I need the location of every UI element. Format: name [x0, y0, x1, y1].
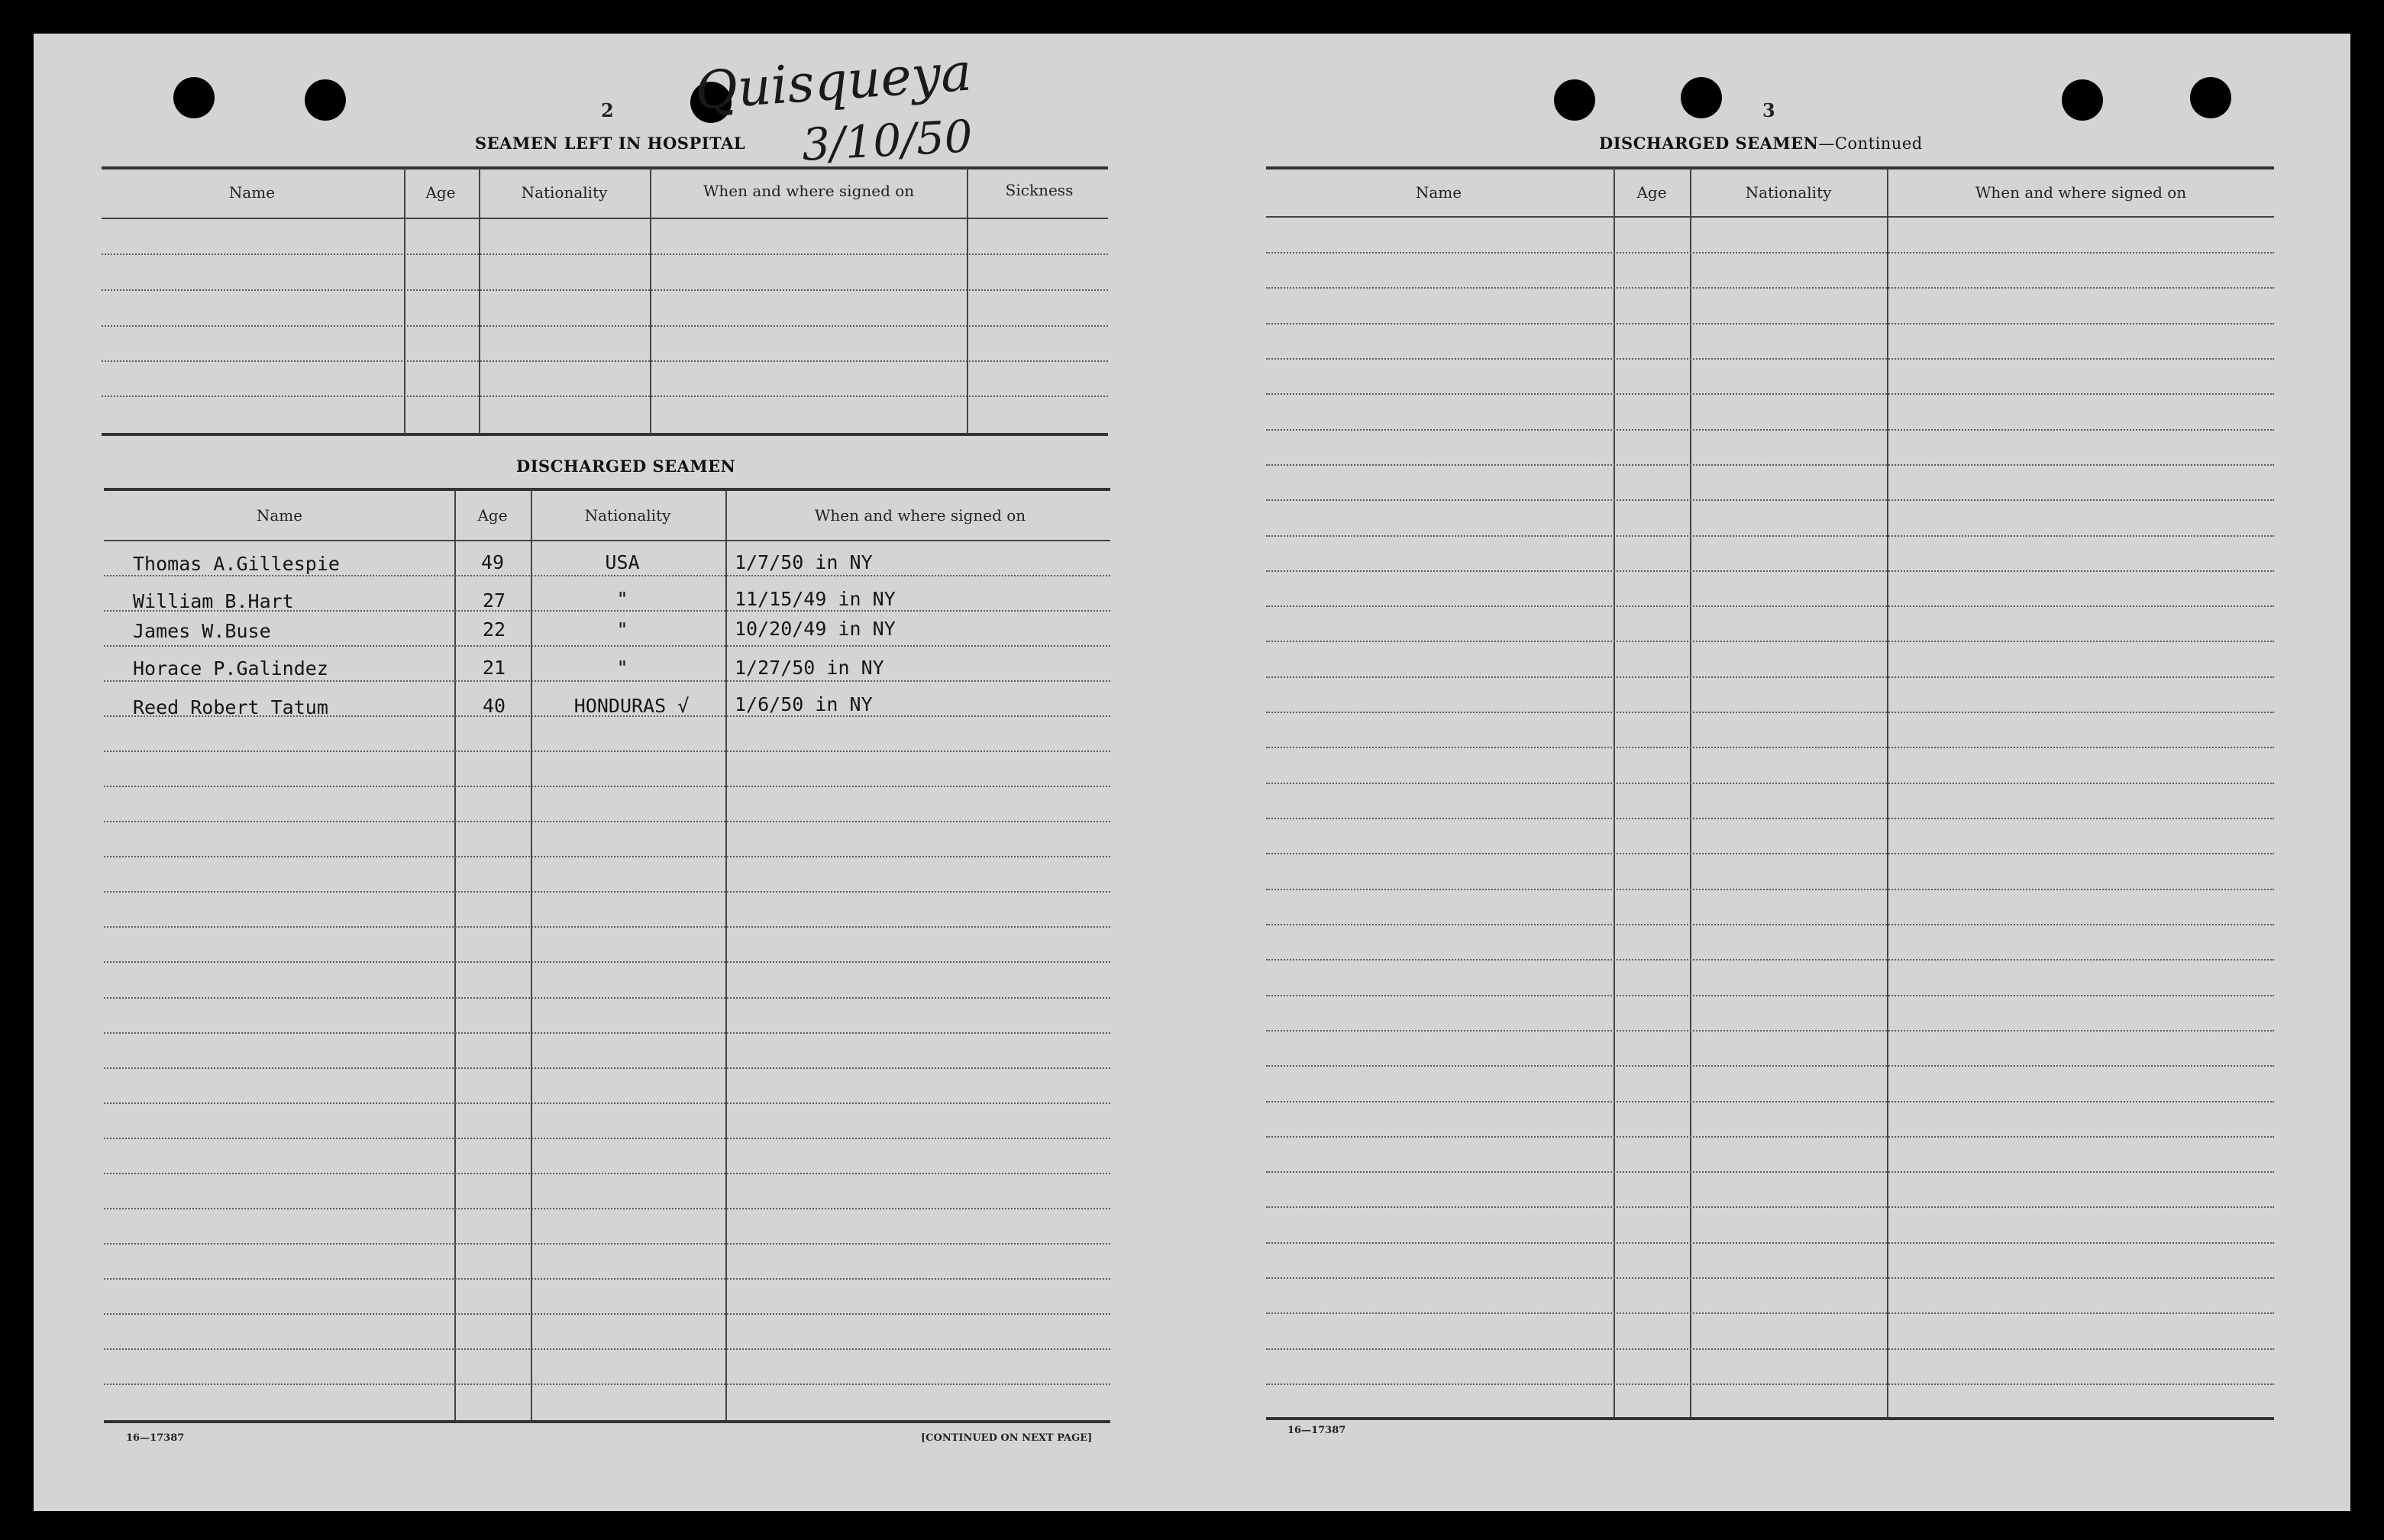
row-rule [104, 1348, 1110, 1350]
seaman-age: 21 [482, 657, 506, 679]
punch-hole-icon [1681, 77, 1722, 118]
row-rule [1266, 1030, 2274, 1032]
row-rule [1266, 252, 2274, 253]
handwritten-date: 3/10/50 [800, 110, 974, 171]
row-rule [1266, 783, 2274, 784]
row-rule [104, 1173, 1110, 1174]
page-number: 3 [1762, 99, 1775, 121]
continued-note: [CONTINUED ON NEXT PAGE] [921, 1432, 1093, 1444]
row-rule [104, 856, 1110, 857]
seaman-nationality: " [616, 588, 628, 610]
row-rule [104, 645, 1110, 647]
row-rule [104, 575, 1110, 576]
row-rule [104, 680, 1110, 682]
seaman-age: 40 [482, 695, 506, 717]
seaman-name: James W.Buse [133, 620, 271, 642]
row-rule [1266, 747, 2274, 748]
column-header-sickness: Sickness [1005, 181, 1074, 199]
row-rule [104, 1067, 1110, 1069]
seaman-signed-on: 1/7/50 in NY [735, 551, 873, 573]
column-header-nationality: Nationality [584, 506, 671, 525]
rule [102, 166, 1108, 169]
row-rule [104, 1243, 1110, 1245]
rule [1266, 166, 2274, 169]
row-rule [1266, 1312, 2274, 1314]
continued-section-title [1599, 134, 1923, 153]
rule [104, 1420, 1110, 1423]
row-rule [1266, 1277, 2274, 1279]
column-header-name: Name [228, 183, 276, 202]
row-rule [104, 961, 1110, 963]
row-rule [1266, 393, 2274, 395]
seaman-nationality: USA [605, 551, 640, 573]
seaman-nationality: HONDURAS √ [573, 695, 690, 717]
row-rule [104, 1208, 1110, 1209]
row-rule [102, 395, 1108, 397]
seaman-signed-on: 1/27/50 in NY [735, 657, 884, 679]
column-divider [650, 168, 651, 434]
row-rule [1266, 358, 2274, 360]
seaman-name: Horace P.Galindez [133, 657, 328, 680]
row-rule [1266, 323, 2274, 324]
seaman-nationality: " [616, 657, 628, 679]
seaman-age: 27 [482, 589, 506, 612]
punch-hole-icon [2190, 77, 2231, 118]
column-divider [1887, 168, 1888, 1420]
column-header-age: Age [477, 506, 508, 525]
title-continued: —Continued [1818, 134, 1923, 153]
column-divider [967, 168, 968, 434]
column-divider [1690, 168, 1691, 1420]
row-rule [104, 610, 1110, 612]
row-rule [102, 289, 1108, 291]
seaman-age: 49 [480, 551, 505, 573]
column-header-name: Name [1415, 183, 1462, 202]
row-rule [104, 1103, 1110, 1104]
row-rule [104, 1138, 1110, 1139]
row-rule [104, 1313, 1110, 1315]
form-number: 16—17387 [1287, 1425, 1346, 1436]
row-rule [1266, 464, 2274, 466]
row-rule [104, 821, 1110, 822]
title-bold: DISCHARGED SEAMEN [1599, 134, 1819, 153]
column-header-name: Name [256, 506, 303, 525]
handwritten-ship-name: Quisqueya [693, 42, 974, 122]
row-rule [1266, 1383, 2274, 1385]
row-rule [1266, 1242, 2274, 1244]
seaman-name: Thomas A.Gillespie [133, 553, 340, 575]
column-header-signed-on: When and where signed on [1975, 183, 2187, 202]
column-header-nationality: Nationality [1745, 183, 1832, 202]
row-rule [1266, 499, 2274, 501]
row-rule [104, 1032, 1110, 1034]
row-rule [1266, 429, 2274, 431]
punch-hole-icon [173, 77, 215, 118]
row-rule [1266, 1136, 2274, 1138]
seaman-signed-on: 10/20/49 in NY [735, 618, 896, 640]
row-rule [1266, 676, 2274, 678]
column-divider [531, 489, 532, 1422]
seaman-nationality: " [616, 618, 628, 641]
row-rule [104, 751, 1110, 752]
column-header-signed-on: When and where signed on [814, 506, 1026, 525]
row-rule [1266, 570, 2274, 572]
row-rule [1266, 1171, 2274, 1173]
row-rule [104, 891, 1110, 893]
column-divider [404, 168, 405, 434]
column-header-nationality: Nationality [521, 183, 608, 202]
form-number: 16—17387 [126, 1432, 185, 1444]
seaman-signed-on: 11/15/49 in NY [735, 588, 896, 610]
row-rule [1266, 605, 2274, 607]
row-rule [104, 715, 1110, 717]
seaman-signed-on: 1/6/50 in NY [735, 693, 873, 715]
column-divider [479, 168, 480, 434]
rule [104, 540, 1110, 541]
ledger-sheet [34, 34, 2350, 1511]
row-rule [104, 786, 1110, 787]
row-rule [104, 1278, 1110, 1280]
row-rule [104, 1383, 1110, 1385]
column-divider [454, 489, 456, 1422]
hospital-section-title: SEAMEN LEFT IN HOSPITAL [475, 134, 746, 153]
row-rule [102, 253, 1108, 255]
seaman-age: 22 [482, 618, 506, 641]
row-rule [1266, 1348, 2274, 1350]
column-divider [1614, 168, 1615, 1420]
rule [1266, 216, 2274, 218]
page-number: 2 [601, 99, 614, 121]
punch-hole-icon [2062, 79, 2103, 121]
rule [1266, 1417, 2274, 1420]
row-rule [1266, 535, 2274, 537]
row-rule [1266, 995, 2274, 996]
row-rule [1266, 641, 2274, 642]
discharged-section-title: DISCHARGED SEAMEN [516, 457, 736, 476]
row-rule [1266, 712, 2274, 713]
rule [102, 218, 1108, 219]
row-rule [1266, 853, 2274, 854]
seaman-name: Reed Robert Tatum [133, 696, 328, 718]
row-rule [1266, 959, 2274, 960]
column-header-age: Age [425, 183, 456, 202]
row-rule [1266, 1101, 2274, 1103]
column-divider [725, 489, 727, 1422]
row-rule [1266, 924, 2274, 925]
row-rule [104, 997, 1110, 999]
row-rule [102, 360, 1108, 362]
row-rule [1266, 1206, 2274, 1208]
column-header-age: Age [1636, 183, 1667, 202]
row-rule [102, 325, 1108, 327]
rule [104, 488, 1110, 491]
column-header-signed-on: When and where signed on [703, 182, 915, 200]
row-rule [1266, 818, 2274, 819]
row-rule [1266, 1065, 2274, 1067]
punch-hole-icon [305, 79, 346, 121]
rule [102, 433, 1108, 436]
row-rule [104, 926, 1110, 928]
punch-hole-icon [1554, 79, 1595, 121]
row-rule [1266, 889, 2274, 890]
seaman-name: William B.Hart [133, 590, 294, 612]
row-rule [1266, 287, 2274, 289]
